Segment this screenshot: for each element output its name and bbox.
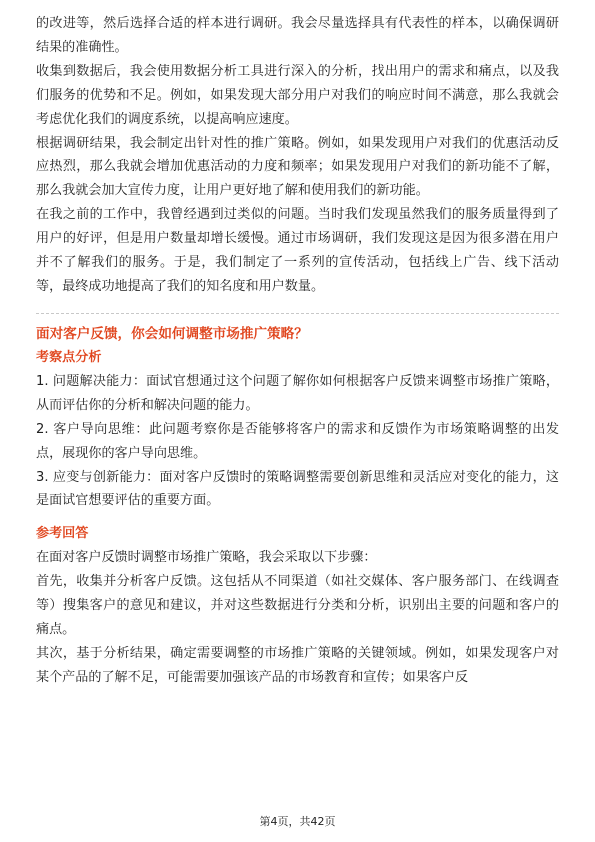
answer-paragraph-2: 首先，收集并分析客户反馈。这包括从不同渠道（如社交媒体、客户服务部门、在线调查等）搜集客户的意见和建议，并对这些数据进行分类和分析，识别出主要的问题和客户的痛点。 <box>36 574 559 638</box>
intro-paragraph-1: 的改进等，然后选择合适的样本进行调研。我会尽量选择具有代表性的样本，以确保调研结果的准确性。 <box>36 16 559 55</box>
section-divider <box>36 313 559 314</box>
intro-paragraph-4: 在我之前的工作中，我曾经遇到过类似的问题。当时我们发现虽然我们的服务质量得到了用户的好评，但是用户数量却增长缓慢。通过市场调研，我们发现这是因为很多潜在用户并不了解我们的服务。于是，我们制定了一系列的宣传活动，包括线上广告、线下活动等，最终成功地提高了我们的知名度和用户数量。 <box>36 207 559 294</box>
answer-paragraph-3: 其次，基于分析结果，确定需要调整的市场推广策略的关键领域。例如，如果发现客户对某个产品的了解不足，可能需要加强该产品的市场教育和宣传；如果客户反 <box>36 645 559 685</box>
analysis-point-3: 3. 应变与创新能力：面对客户反馈时的策略调整需要创新思维和灵活应对变化的能力，这是面试官想要评估的重要方面。 <box>36 469 559 509</box>
document-page <box>36 12 559 690</box>
answer-paragraph-1: 在面对客户反馈时调整市场推广策略，我会采取以下步骤： <box>36 550 377 566</box>
question-heading: 面对客户反馈，你会如何调整市场推广策略？ <box>36 325 308 342</box>
answer-section <box>36 522 559 689</box>
analysis-heading: 考察点分析 <box>36 349 102 365</box>
intro-paragraph-3: 根据调研结果，我会制定出针对性的推广策略。例如，如果发现用户对我们的优惠活动反应热烈，那么我就会增加优惠活动的力度和频率；如果发现用户对我们的新功能不了解，那么我就会加大宣传力度，让用户更好地了解和使用我们的新功能。 <box>36 135 559 199</box>
analysis-point-1: 1. 问题解决能力：面试官想通过这个问题了解你如何根据客户反馈来调整市场推广策略，从而评估你的分析和解决问题的能力。 <box>36 373 559 413</box>
analysis-point-2: 2. 客户导向思维：此问题考察你是否能够将客户的需求和反馈作为市场策略调整的出发点，展现你的客户导向思维。 <box>36 421 559 461</box>
page-footer: 第4页，共42页 <box>259 815 336 828</box>
intro-paragraph-2: 收集到数据后，我会使用数据分析工具进行深入的分析，找出用户的需求和痛点，以及我们服务的优势和不足。例如，如果发现大部分用户对我们的响应时间不满意，那么我就会考虑优化我们的调度系统，以提高响应速度。 <box>36 63 559 127</box>
answer-heading: 参考回答 <box>36 526 89 542</box>
intro-section <box>36 12 559 299</box>
analysis-section <box>36 346 559 513</box>
